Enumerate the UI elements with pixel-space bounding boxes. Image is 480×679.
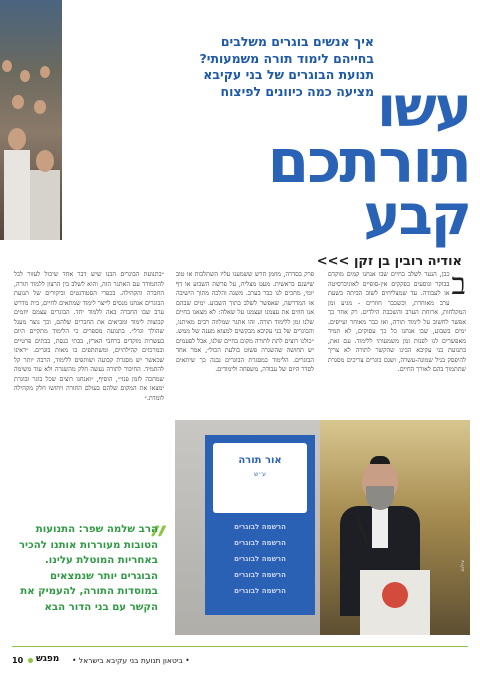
rollup-banner [205, 435, 315, 615]
page-number: 10 [12, 656, 24, 665]
footer-publication-text: • ביטאון תנועת בני עקיבא בישראל • [72, 656, 190, 665]
title-line-3: קבע [363, 183, 470, 248]
article-column-left [14, 270, 164, 403]
crowd-photo [0, 0, 62, 240]
intro-line: מציעה כמה כיוונים לפיצוח [220, 83, 374, 99]
drop-cap: ב [451, 267, 466, 302]
intro-line: תנועת הבוגרים של בני עקיבא [203, 67, 374, 82]
banner-logo-panel [213, 443, 307, 513]
title-line-1: עשו [377, 75, 470, 140]
footer-divider [12, 646, 468, 647]
kippa-icon [370, 456, 390, 464]
speaker-shirt [372, 508, 388, 548]
banner-logo-subtext: ע״ש [254, 471, 266, 478]
magazine-logo: מפגש [36, 654, 60, 664]
banner-repeat-text: הרשמה לבוגרים [234, 555, 286, 563]
pull-quote: הרב שלמה שפר: התנועות הטובות מעוררות אותנו להכיר באחריות המוטלת עלינו. הבוגרים יותר שנמצאים במוסדות התורה, להעמיק את הקשר עם בני הדור הבא [18, 524, 158, 613]
banner-repeat-text: הרשמה לבוגרים [234, 523, 286, 531]
quote-mark-icon: ״ [150, 508, 162, 562]
intro-line: איך אנשים בוגרים משלבים [220, 34, 374, 49]
intro-text [124, 34, 374, 100]
column-text: פרק בסדרה, מוזמן חרש ששמענו עליו השתלבות או טוב שישנם בראשית. מעט מצליח, על פרשת השבוע או דף יומי, מחכים לנו כבר בערב. משנה והלכה מתוך הישיבה או המדרשה, שאפשר לשלב בתוך השבוע. ימים שבהם אנו חוזים את עצמנו ועצמנו על שאלה: לא מצאנו בחיים שלנו זמן ללימוד תורה. זהו אתגר שמלווה רבים מאיתנו, והבוגרים של בני עקיבא מבקשים למצוא מענה של ממש. ״כולנו רוצים לתת לתורה מקום בחיים שלנו, אבל לפעמים יש תחושה שהשגרה פשוט בולעת הכול״, אמר אחד הבוגרים. הלימוד במסגרת הבוגרים נבנה כך שיתאים לסדר היום של עבודה, משפחה ולימודים. [176, 271, 314, 373]
banner-repeat-text: הרשמה לבוגרים [234, 539, 286, 547]
title-line-2: תורתכם [267, 127, 470, 197]
lectern-logo-icon [382, 582, 408, 608]
banner-repeat-text: הרשמה לבוגרים [234, 587, 286, 595]
column-text: ״בתנועת הבוגרים הבנו שיש דבר אחד שיכול לעזור לכל להתמודד עם האתגר הזה, והוא לשלב בין הרצון ללמוד תורה, החברה והקהילה. בכפרי הסטודנטים וביקורים של תנועת הבוגרים אנחנו מנסים לייצר לימוד שמתאים לחיים, בית מדרש ערב שבו החברה באה ללמוד יחד. הבוגרים עצמם יוזמים קבוצות לימוד ומביאים את החברים שלהם, וכך נוצר מעגל שהולך וגדל״. בתנועה מספרים כי הלימוד מתקיים היום בעשרות מוקדים ברחבי הארץ, בבתי כנסת, בבתים פרטיים ובמרכזים קהילתיים, ומשתתפים בו מאות בוגרים. ״ראינו שכאשר יש מסגרת קבועה ושותפים ללימוד, הרבה יותר קל להתמיד. החיבור לתורה נעשה חלק מהשגרה ולא עוד משימה שמחכה לזמן פנוי״, הוסיף, ״ואנחנו רוצים שכל בוגר ובוגרת ימצאו את המקום שלהם בעולם התורה ויחושו חלק מקהילה לומדת.״ [14, 271, 164, 402]
column-text: כבן, הנער לשלב בחיים שבו אנחנו קמים מוקדם בבוקר ונוסעים בפקקים אין-סופיים לאוניברסיטה או לעבודה. עד שמצליחים לשוב הביתה בשעת ערב מאוחרת, וכשכבר חוזרים - מגיע זמן המקלחות, ארוחת הערב והשכבת הילדים. רק אחר כך אפשר לחשוב על לימוד תורה, ואז כבר מאוחר ועייפים. ימים בשבוע, שבו אנחנו כל כך עסוקים, לא תמיד מאפשרים לנו לפנות זמן משמעותי ללימוד. עם זאת, בתנועת בני עקיבא הבינו שהקשר לתורה לא צריך להיפסק בגיל שמונה-עשרה, ושגם בוגרים צריכים מסגרת שתתמוך בהם לאורך החיים. [328, 271, 466, 373]
article-column-right [328, 267, 466, 375]
photo-credit: צילום [460, 560, 466, 572]
author-byline: אודיה רובין בן זקן >>> [316, 254, 462, 269]
event-photo [175, 420, 470, 635]
banner-repeat-text: הרשמה לבוגרים [234, 571, 286, 579]
banner-logo-text: אור תורה [238, 455, 282, 466]
footer-dot-icon [28, 658, 33, 663]
article-column-middle [176, 270, 314, 375]
intro-line: בחייהם לימוד תורה משמעותי? [199, 50, 374, 66]
